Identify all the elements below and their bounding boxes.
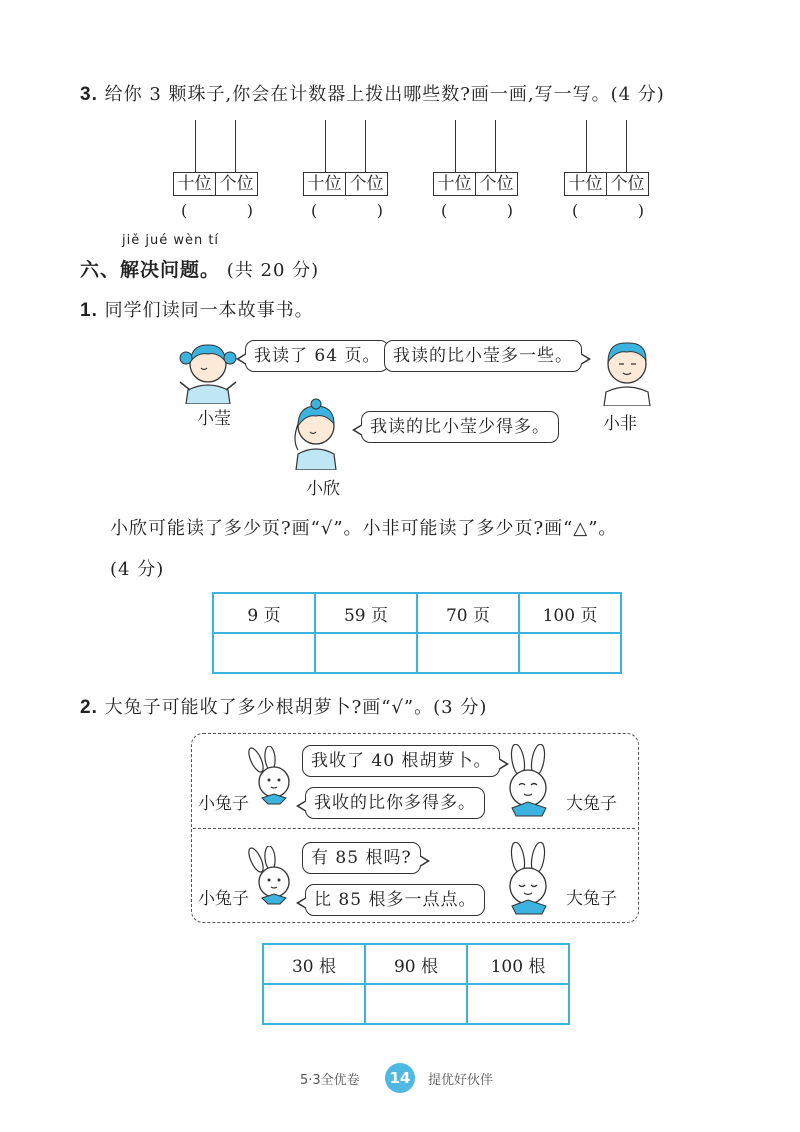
boy-xiaofei-illustration bbox=[592, 334, 662, 406]
option-cell: 59 页 bbox=[315, 593, 417, 633]
name-small-rabbit: 小兔子 bbox=[198, 794, 249, 814]
abacus-3 bbox=[433, 120, 523, 220]
tens-label: 十位 bbox=[307, 174, 342, 194]
q3-number: 3. bbox=[80, 84, 98, 105]
name-big-rabbit: 大兔子 bbox=[566, 889, 617, 909]
speech-bubble-xiaoying: 我读了 64 页。 bbox=[245, 340, 389, 372]
section-score: (共 20 分) bbox=[226, 260, 320, 281]
abacus-rod-tens bbox=[325, 120, 326, 172]
big-rabbit-icon bbox=[494, 744, 564, 820]
section-title: 六、解决问题。 bbox=[80, 259, 221, 281]
answer-blank[interactable] bbox=[311, 201, 383, 220]
page-footer bbox=[0, 1063, 800, 1093]
abacus-rod-ones bbox=[495, 120, 496, 172]
p1-answer-table bbox=[212, 592, 622, 674]
girl-xiaoxin-illustration bbox=[276, 394, 356, 470]
table-row bbox=[213, 593, 621, 633]
abacus-label bbox=[564, 172, 649, 196]
p1-points: (4 分) bbox=[110, 559, 165, 580]
abacus-rod-tens bbox=[586, 120, 587, 172]
abacus-4 bbox=[564, 120, 654, 220]
p1-text: 同学们读同一本故事书。 bbox=[104, 300, 314, 321]
abacus-rod-tens bbox=[195, 120, 196, 172]
option-cell: 70 页 bbox=[417, 593, 519, 633]
p2-answer-table bbox=[262, 943, 570, 1025]
p2-text: 大兔子可能收了多少根胡萝卜?画“√”。(3 分) bbox=[104, 697, 488, 718]
small-rabbit-icon bbox=[240, 846, 304, 906]
abacus-label bbox=[433, 172, 518, 196]
answer-cell[interactable] bbox=[417, 633, 519, 673]
ones-label: 个位 bbox=[606, 173, 648, 195]
girl-xiaoying-illustration bbox=[168, 334, 248, 404]
speech-bubble-small-rabbit: 我收了 40 根胡萝卜。 bbox=[302, 745, 500, 777]
tens-label: 十位 bbox=[437, 174, 472, 194]
option-cell: 90 根 bbox=[365, 944, 467, 984]
small-rabbit-icon bbox=[240, 746, 304, 806]
paren-close: ) bbox=[637, 201, 644, 220]
abacus-rod-ones bbox=[235, 120, 236, 172]
speech-bubble-xiaoxin: 我读的比小莹少得多。 bbox=[361, 411, 559, 443]
table-row bbox=[263, 984, 569, 1024]
paren-open: ( bbox=[181, 201, 188, 220]
speech-bubble-xiaofei: 我读的比小莹多一些。 bbox=[384, 340, 582, 372]
ones-label: 个位 bbox=[345, 173, 387, 195]
ones-label: 个位 bbox=[475, 173, 517, 195]
abacus-label bbox=[173, 172, 258, 196]
footer-slogan: 提优好伙伴 bbox=[428, 1073, 494, 1088]
abacus-2 bbox=[303, 120, 393, 220]
paren-close: ) bbox=[376, 201, 383, 220]
name-xiaofei: 小非 bbox=[603, 414, 637, 434]
abacus-rod-ones bbox=[365, 120, 366, 172]
answer-blank[interactable] bbox=[181, 201, 253, 220]
name-xiaoxin: 小欣 bbox=[306, 479, 340, 499]
q3-line bbox=[80, 80, 665, 106]
tens-label: 十位 bbox=[177, 174, 212, 194]
paren-close: ) bbox=[246, 201, 253, 220]
paren-open: ( bbox=[311, 201, 318, 220]
option-cell: 100 根 bbox=[467, 944, 569, 984]
name-big-rabbit: 大兔子 bbox=[566, 794, 617, 814]
p1-line bbox=[80, 296, 314, 322]
answer-blank[interactable] bbox=[441, 201, 513, 220]
section-heading bbox=[80, 255, 319, 282]
footer-brand: 5·3全优卷 bbox=[300, 1073, 360, 1088]
option-cell: 30 根 bbox=[263, 944, 365, 984]
answer-cell[interactable] bbox=[263, 984, 365, 1024]
speech-bubble-big-rabbit: 比 85 根多一点点。 bbox=[305, 884, 485, 916]
section-pinyin: jiě jué wèn tí bbox=[122, 233, 220, 248]
p1-number: 1. bbox=[80, 300, 98, 321]
option-cell: 9 页 bbox=[213, 593, 315, 633]
answer-cell[interactable] bbox=[467, 984, 569, 1024]
ones-label: 个位 bbox=[215, 173, 257, 195]
tens-label: 十位 bbox=[568, 174, 603, 194]
abacus-1 bbox=[173, 120, 263, 220]
name-small-rabbit: 小兔子 bbox=[198, 889, 249, 909]
answer-cell[interactable] bbox=[519, 633, 621, 673]
table-row bbox=[213, 633, 621, 673]
answer-cell[interactable] bbox=[365, 984, 467, 1024]
speech-bubble-small-rabbit: 有 85 根吗? bbox=[302, 842, 421, 874]
p2-number: 2. bbox=[80, 697, 98, 718]
dialogue-divider bbox=[193, 828, 635, 829]
big-rabbit-icon bbox=[494, 842, 564, 918]
abacus-rod-tens bbox=[455, 120, 456, 172]
paren-close: ) bbox=[506, 201, 513, 220]
table-row bbox=[263, 944, 569, 984]
p2-line bbox=[80, 693, 487, 719]
q3-text: 给你 3 颗珠子,你会在计数器上拨出哪些数?画一画,写一写。(4 分) bbox=[104, 84, 665, 105]
abacus-label bbox=[303, 172, 388, 196]
page-number-badge: 14 bbox=[385, 1063, 415, 1093]
name-xiaoying: 小莹 bbox=[197, 409, 231, 429]
speech-bubble-big-rabbit: 我收的比你多得多。 bbox=[305, 787, 485, 819]
paren-open: ( bbox=[441, 201, 448, 220]
answer-blank[interactable] bbox=[572, 201, 644, 220]
option-cell: 100 页 bbox=[519, 593, 621, 633]
answer-cell[interactable] bbox=[315, 633, 417, 673]
answer-cell[interactable] bbox=[213, 633, 315, 673]
p1-question: 小欣可能读了多少页?画“√”。小非可能读了多少页?画“△”。 bbox=[110, 518, 618, 539]
paren-open: ( bbox=[572, 201, 579, 220]
abacus-rod-ones bbox=[626, 120, 627, 172]
